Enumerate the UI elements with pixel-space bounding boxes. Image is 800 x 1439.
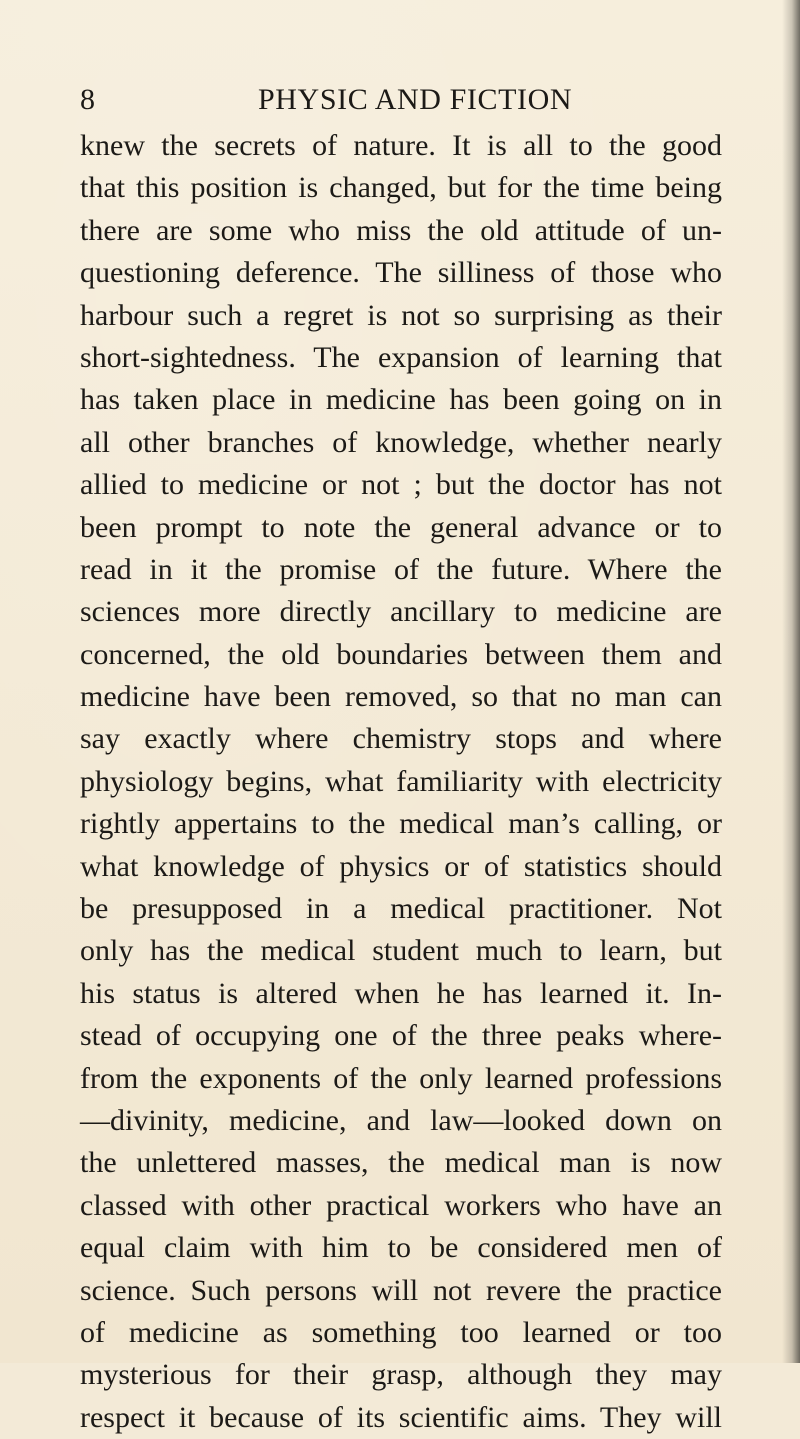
text-line: harbour such a regret is not so surprising as their (80, 298, 722, 332)
text-line: there are some who miss the old attitude of un- (80, 213, 722, 247)
text-line: that this position is changed, but for the time being (80, 171, 722, 205)
text-line: say exactly where chemistry stops and where (80, 722, 722, 756)
text-line: allied to medicine or not ; but the doctor has not (80, 468, 722, 502)
text-line: short-sightedness. The expansion of learning that (80, 340, 722, 374)
text-line: only has the medical student much to learn, but (80, 934, 722, 968)
text-line: from the exponents of the only learned professions (80, 1061, 722, 1095)
text-line: physiology begins, what familiarity with electricity (80, 764, 722, 798)
page-number: 8 (80, 83, 96, 116)
text-line: classed with other practical workers who have an (80, 1188, 722, 1222)
text-line: medicine have been removed, so that no man can (80, 680, 722, 714)
text-line: equal claim with him to be considered men of (80, 1231, 722, 1265)
text-line: read in it the promise of the future. Where the (80, 552, 722, 586)
text-line: respect it because of its scientific aims. They will (80, 1400, 722, 1434)
body-text (80, 125, 722, 1439)
text-line: knew the secrets of nature. It is all to the good (80, 129, 722, 162)
text-line: —divinity, medicine, and law—looked down on (80, 1103, 722, 1137)
text-line: mysterious for their grasp, although they may (80, 1358, 722, 1392)
text-line: science. Such persons will not revere the practice (80, 1273, 722, 1307)
text-line: been prompt to note the general advance or to (80, 510, 722, 544)
text-line: what knowledge of physics or of statistics should (80, 849, 722, 883)
text-line: stead of occupying one of the three peaks where- (80, 1019, 722, 1053)
text-line: concerned, the old boundaries between them and (80, 637, 722, 671)
text-line: has taken place in medicine has been going on in (80, 383, 722, 417)
page-header (80, 82, 720, 118)
text-line: sciences more directly ancillary to medicine are (80, 595, 722, 629)
text-line: of medicine as something too learned or too (80, 1315, 722, 1349)
page-edge-shadow (782, 0, 800, 1363)
text-line: rightly appertains to the medical man’s calling, or (80, 807, 722, 841)
text-line: be presupposed in a medical practitioner. Not (80, 892, 722, 926)
text-line: questioning deference. The silliness of those who (80, 256, 722, 290)
text-line: all other branches of knowledge, whether nearly (80, 425, 722, 459)
running-head: PHYSIC AND FICTION (258, 83, 573, 116)
text-line: his status is altered when he has learned it. In- (80, 976, 722, 1010)
text-line: the unlettered masses, the medical man is now (80, 1146, 722, 1180)
